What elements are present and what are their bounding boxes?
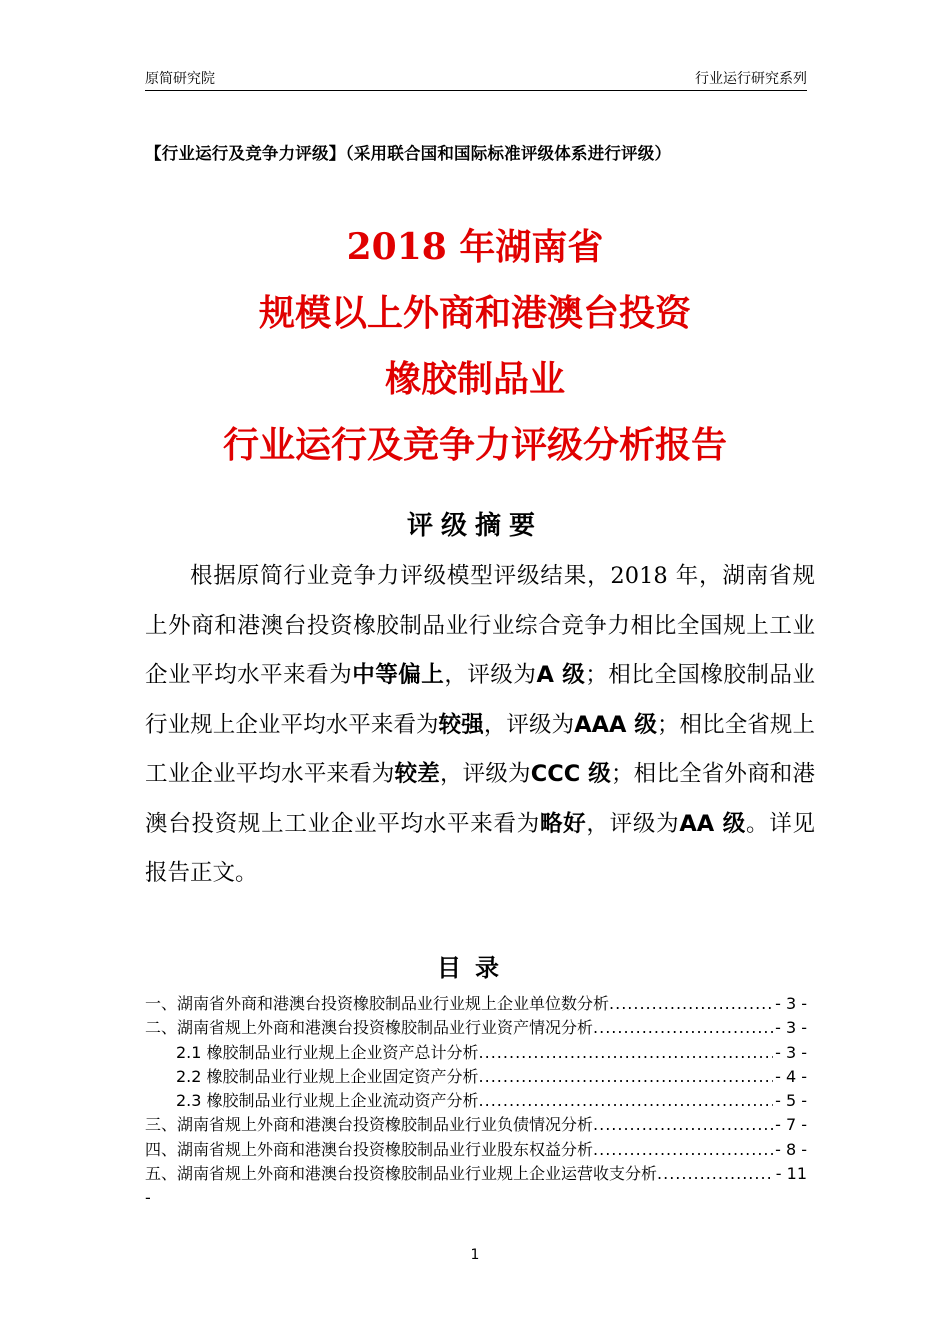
summary-text-8: ，评级为 — [586, 810, 680, 837]
toc-entry-page: - 3 - — [775, 1018, 807, 1038]
title-line-4: 行业运行及竞争力评级分析报告 — [222, 424, 727, 466]
toc-subentry[interactable] — [145, 1041, 807, 1065]
summary-text-7: ；相比全省外商和港澳台投资规上工业企业平均水平来看为 — [145, 761, 815, 837]
toc-entry-title: 一、湖南省外商和港澳台投资橡胶制品业行业规上企业单位数分析 — [145, 994, 610, 1013]
rating-national-sector: 较强 — [438, 711, 484, 738]
title-line-2: 规模以上外商和港澳台投资 — [258, 292, 691, 334]
header-right: 行业运行研究系列 — [695, 71, 807, 87]
toc-entry[interactable] — [145, 1162, 807, 1186]
page-number: 1 — [470, 1247, 480, 1263]
toc-entry[interactable] — [145, 1016, 807, 1040]
toc-entry-title: 四、湖南省规上外商和港澳台投资橡胶制品业行业股东权益分析 — [145, 1139, 594, 1159]
header-left: 原简研究院 — [145, 71, 215, 87]
summary-body — [145, 552, 815, 899]
rating-province-foreign: 略好 — [539, 810, 587, 837]
rating-tagline: 【行业运行及竞争力评级】（采用联合国和国际标准评级体系进行评级） — [145, 144, 672, 163]
toc-entry-page: - 7 - — [775, 1115, 807, 1135]
toc-entry-title: 二、湖南省规上外商和港澳台投资橡胶制品业行业资产情况分析 — [145, 1018, 594, 1038]
grade-national-sector: AAA 级 — [574, 711, 657, 738]
toc-heading: 目录 — [437, 954, 513, 982]
summary-text-3: ；相比全国橡胶制品业行业规上企业平均水平来看为 — [145, 662, 815, 738]
toc-leader-dots — [479, 1041, 774, 1065]
summary-paragraph — [145, 552, 815, 899]
toc-leader-dots — [479, 1065, 774, 1089]
summary-text-6: ，评级为 — [439, 761, 531, 787]
toc-entry-title: 三、湖南省规上外商和港澳台投资橡胶制品业行业负债情况分析 — [145, 1115, 594, 1135]
toc-entry-title: 2.3 橡胶制品业行业规上企业流动资产分析 — [176, 1091, 479, 1111]
toc-leader-dots — [593, 1016, 773, 1040]
toc-leader-dots — [609, 992, 773, 1016]
toc-entry-title: 五、湖南省规上外商和港澳台投资橡胶制品业行业规上企业运营收支分析 — [145, 1164, 658, 1184]
page-header — [145, 66, 807, 91]
toc-entry[interactable] — [145, 992, 807, 1016]
toc-leader-dots — [593, 1138, 773, 1162]
summary-heading: 评级摘要 — [406, 511, 543, 541]
toc-entry-page: - 5 - — [775, 1091, 807, 1111]
rating-national-industry: 中等偏上 — [352, 662, 445, 688]
toc-entry-page: - 11 — [775, 1164, 807, 1184]
toc-subentry[interactable] — [145, 1065, 807, 1089]
grade-province-foreign: AA 级 — [679, 810, 746, 837]
grade-national-industry: A 级 — [536, 662, 586, 688]
toc-entry-page: - 4 - — [775, 1066, 807, 1086]
summary-text-9: 。详见报告正文。 — [145, 810, 815, 886]
toc-entry-title: 2.1 橡胶制品业行业规上企业资产总计分析 — [176, 1042, 479, 1062]
toc-entry[interactable] — [145, 1138, 807, 1162]
report-title — [0, 214, 950, 478]
toc-leader-dots — [593, 1113, 773, 1137]
toc-entry-page: - 3 - — [775, 994, 807, 1013]
toc-entry-page: - 8 - — [775, 1139, 807, 1159]
summary-text-5: ；相比全省规上工业企业平均水平来看为 — [145, 711, 815, 787]
toc-entry-page-continuation: - — [145, 1188, 151, 1208]
summary-text-1: 根据原简行业竞争力评级模型评级结果，2018 年，湖南省规上外商和港澳台投资橡胶制品业行业综合竞争力相比全国规上工业企业平均水平来看为 — [145, 563, 815, 688]
summary-text-2: ，评级为 — [444, 662, 537, 688]
toc-leader-dots — [657, 1162, 774, 1186]
summary-text-4: ，评级为 — [483, 711, 575, 738]
table-of-contents — [145, 992, 807, 1210]
rating-province-industry: 较差 — [394, 761, 440, 787]
toc-entry[interactable] — [145, 1113, 807, 1137]
grade-province-industry: CCC 级 — [530, 761, 611, 787]
title-line-3: 橡胶制品业 — [384, 358, 565, 400]
toc-leader-dots — [479, 1089, 774, 1113]
title-line-1: 2018 年湖南省 — [346, 226, 604, 268]
toc-subentry[interactable] — [145, 1089, 807, 1113]
toc-entry-title: 2.2 橡胶制品业行业规上企业固定资产分析 — [176, 1066, 479, 1086]
toc-entry-page: - 3 - — [775, 1042, 807, 1062]
